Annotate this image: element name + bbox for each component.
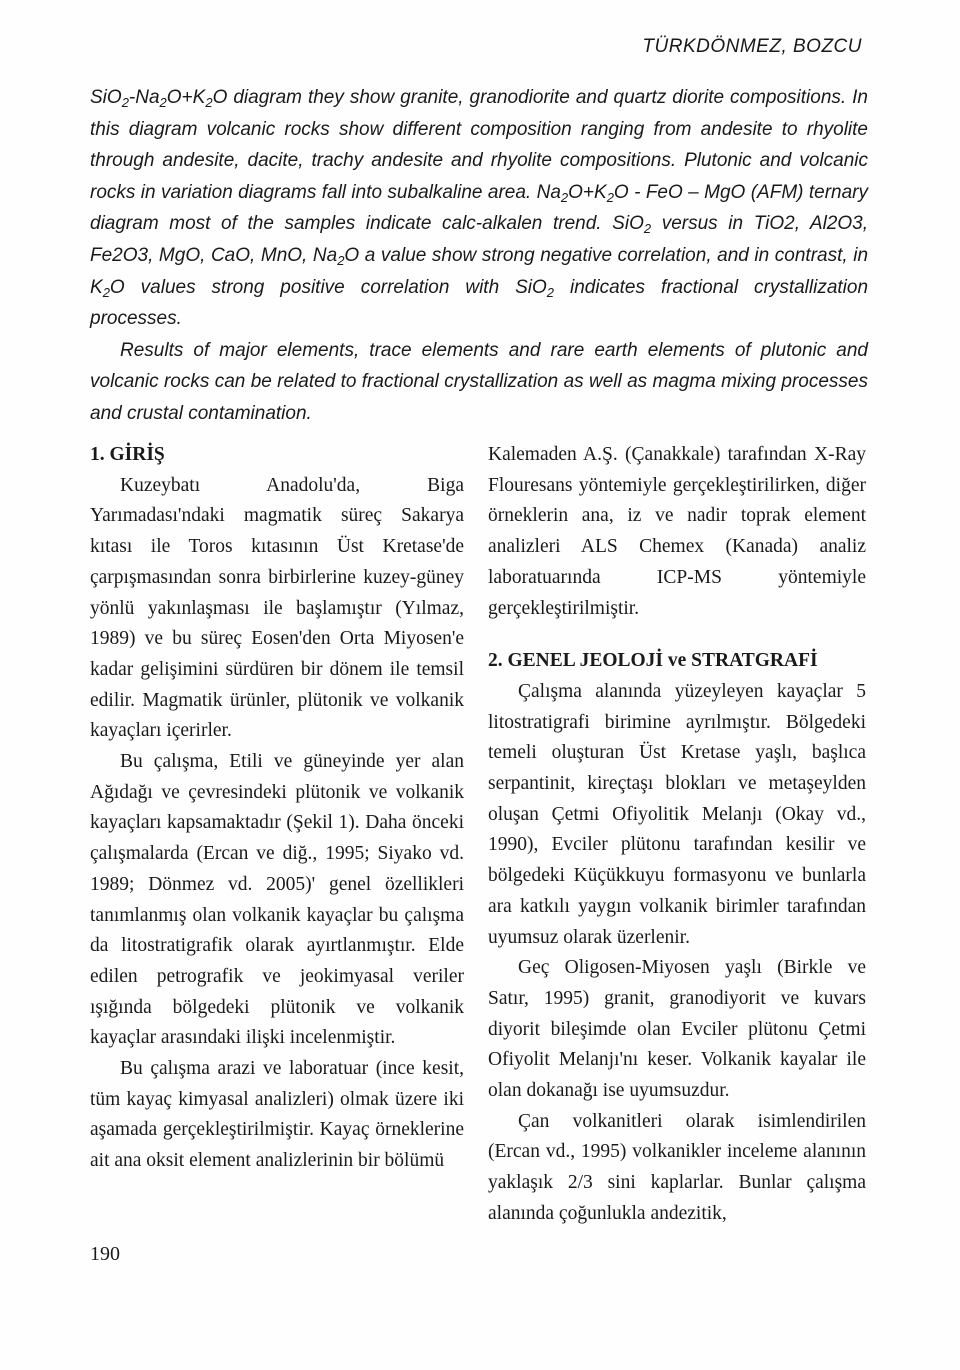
abstract-sentence: diagram they show granite, granodiorite and quartz diorite compositions. In this diagram volcanic rocks show different composition ranging from andesite to rhyolite through andesite, dacite, trachy andesite and rhyolite compositions. Plutonic and volcanic rocks in variation diagrams fall into subalkaline area. [90,87,869,203]
body-paragraph-continued: Kalemaden A.Ş. (Çanakkale) tarafından X-Ray Flouresans yöntemiyle gerçekleştirilirken, diğer örneklerin ana, iz ve nadir toprak element analizleri ALS Chemex (Kanada) analiz laboratuarında ICP-MS yöntemiyle gerçekleştirilmiştir. [488,444,866,619]
abstract-sentence: versus in TiO2, Al2O3, Fe2O3, MgO, CaO, MnO, [90,213,868,266]
body-paragraph: Çalışma alanında yüzeyleyen kayaçlar 5 litostratigrafi birimine ayrılmıştır. Bölgedeki temeli oluşturan Üst Kretase yaşlı, başlıca serpantinit, kireçtaşı blokları ve metaşeylden oluşan Çetmi Ofiyolitik Melanjı (Okay vd., 1990), Evciler plütonu tarafından kesilir ve bölgedeki Küçükkuyu formasyonu ve bunlarla ara katkılı yaygın volkanik birimler tarafından uyumsuz olarak üzerlenir. [488,680,866,948]
body-paragraph: Bu çalışma, Etili ve güneyinde yer alan Ağıdağı ve çevresindeki plütonik ve volkanik kayaçları kapsamaktadır (Şekil 1). Daha önceki çalışmalarda (Ercan ve diğ., 1995; Siyako vd. 1989; Dönmez vd. 2005)' genel özellikleri tanımlanmış olan volkanik kayaçlar bu çalışma da litostratigrafik olarak ayırtlanmıştır. Elde edilen petrografik ve jeokimyasal veriler ışığında bölgedeki plütonik ve volkanik kayaçlar arasındaki ilişki incelenmiştir. [90,751,464,1049]
abstract-paragraph-2: Results of major elements, trace elements and rare earth elements of plutonic and volcanic rocks can be related to fractional crystallization as well as magma mixing processes and crustal contamination. [90,339,868,424]
right-column [488,440,866,1230]
body-paragraph: Çan volkanitleri olarak isimlendirilen (Ercan vd., 1995) volkanikler inceleme alanının yaklaşık 2/3 sini kaplarlar. Bunlar çalışma alanında çoğunlukla andezitik, [488,1110,866,1224]
abstract-sentence: - FeO – MgO (AFM) ternary diagram most of the samples indicate calc-alkalen trend. [90,181,868,235]
abstract-sentence: a value show strong negative correlation, and in contrast, in [364,244,869,266]
body-paragraph: Geç Oligosen-Miyosen yaşlı (Birkle ve Satır, 1995) granit, granodiyorit ve kuvars diyorit bileşimde olan Evciler plütonu Çetmi Ofiyolit Melanjı'nı keser. Volkanik kayalar ile olan dokanağı ise uyumsuzdur. [488,957,866,1102]
abstract-sentence: indicates fractional crystallization processes. [90,276,869,330]
abstract [90,82,868,430]
section-heading-geology: 2. GENEL JEOLOJİ ve STRATGRAFİ [488,650,818,672]
left-column [90,440,464,1177]
section-heading-intro: 1. GİRİŞ [90,444,165,465]
body-paragraph: Bu çalışma arazi ve laboratuar (ince kesit, tüm kayaç kimyasal analizleri) olmak üzere iki aşamada gerçekleştirilmiştir. Kayaç örneklerine ait ana oksit element analizlerinin bir bölümü [90,1058,464,1172]
running-head: TÜRKDÖNMEZ, BOZCU [642,36,862,57]
abstract-paragraph-1: $SiO_2-Na_2O+K_2O$ diagram they show granite, granodiorite and quartz diorite compositions. In this diagram volcanic rocks show different composition ranging from andesite to rhyolite through andesite, dacite, trachy andesite and rhyolite compositions. Plutonic and volcanic rocks in variation diagrams fall into subalkaline area. $Na_2O+K_2O$ - FeO – MgO (AFM) ternary diagram most of the samples indicate calc-alkalen trend. SiO$_2$ versus in TiO2, Al2O3, Fe2O3, MgO, CaO, MnO, $Na_2O$ a value show strong negative correlation, and in contrast, in $K_2O$ values strong positive correlation with SiO$_2$ indicates fractional crystallization processes. [90,87,869,330]
page-number: 190 [90,1243,120,1265]
abstract-sentence: values strong positive correlation with [140,276,500,298]
body-paragraph: Kuzeybatı Anadolu'da, Biga Yarımadası'ndaki magmatik süreç Sakarya kıtası ile Toros kıtasının Üst Kretase'de çarpışmasından sonra birbirlerine kuzey-güney yönlü yakınlaşması ile başlamıştır (Yılmaz, 1989) ve bu süreç Eosen'den Orta Miyosen'e kadar gelişimini sürdüren bir dönem ile temsil edilir. Magmatik ürünler, plütonik ve volkanik kayaçları içerirler. [90,474,464,742]
